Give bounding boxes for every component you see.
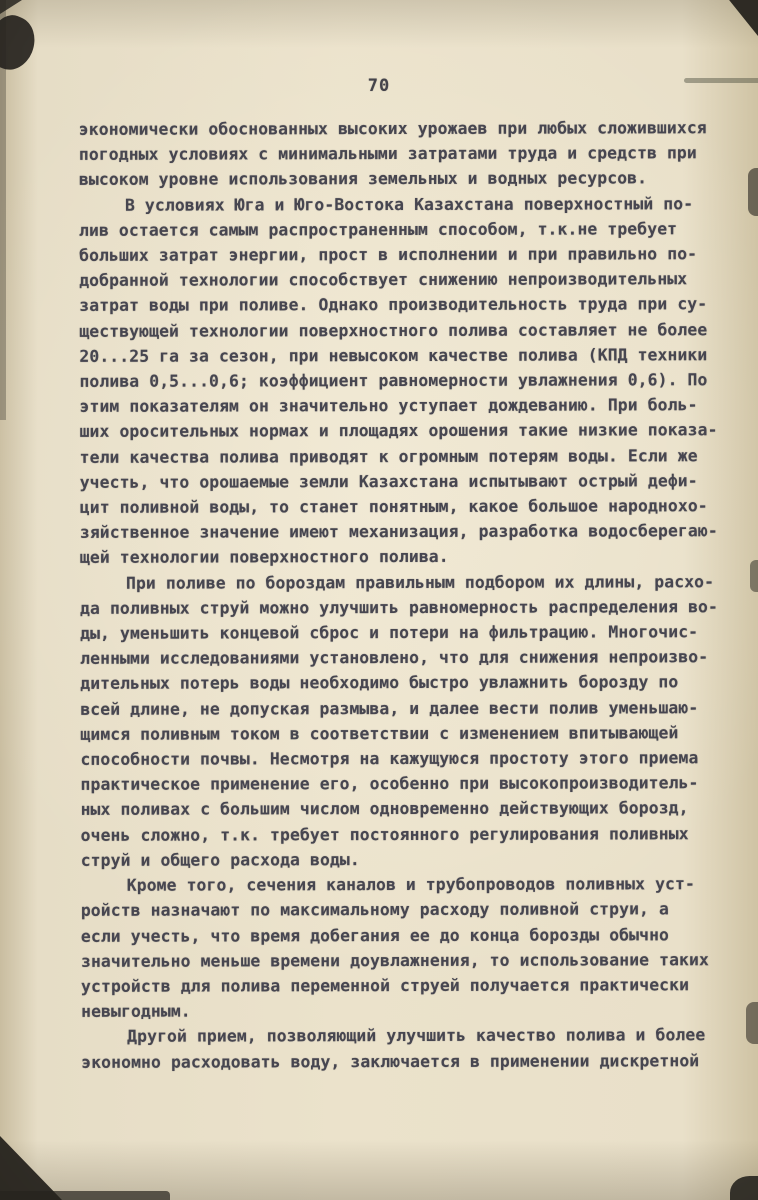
scan-mark-bottom-right-blob	[730, 1176, 758, 1200]
paragraph-furrow-irrigation: При поливе по бороздам правильным подбором их длины, расхо- да поливных струй можно улучшить равномерность распределения во- ды, уменьшить концевой сброс и потери на фильтрацию. Многочис- ленными исследованиями установлено, что для снижения непроизво- дительных потерь воды необходимо быстро увлажнить борозду по всей длине, не допуская размыва, и далее вести полив уменьшаю- щимся поливным током в соответствии с изменением впитывающей способности почвы. Несмотря на кажущуюся простоту этого приема практическое применение его, особенно при высокопроизводитель- ных поливах с большим числом одновременно действующих борозд, очень сложно, т.к. требует постоянного регулирования поливных струй и общего расхода воды.	[80, 571, 719, 870]
scan-smudge-right-upper	[748, 168, 758, 216]
scan-mark-top-right-corner	[724, 0, 758, 36]
page-text-body	[79, 115, 732, 1074]
scan-smudge-right-middle	[750, 560, 758, 592]
paragraph-continuation: экономически обоснованных высоких урожаев при любых сложившихся погодных условиях с минимальными затратами труда и средств при высоком уровне использования земельных и водных ресурсов.	[78, 118, 707, 190]
scan-mark-bottom-strip	[0, 1191, 170, 1200]
scan-mark-top-left-blob	[0, 10, 43, 77]
page-number: 70	[367, 76, 391, 96]
paragraph-surface-irrigation: В условиях Юга и Юго-Востока Казахстана поверхностный по- лив остается самым распространенным способом, т.к.не требует больших затрат энергии, прост в исполнении и при правильно по- добранной технологии способствует снижению непроизводительных затрат воды при поливе. Однако производительность труда при су- ществующей технологии поверхностного полива составляет не более 20...25 га за сезон, при невысоком качестве полива (КПД техники полива 0,5...0,6; коэффициент равномерности увлажнения 0,6). По этим показателям он значительно уступает дождеванию. При боль- ших оросительных нормах и площадях орошения такие низкие показа- тели качества полива приводят к огромным потерям воды. Если же учесть, что орошаемые земли Казахстана испытывают острый дефи- цит поливной воды, то станет понятным, какое большое народнохо- зяйственное значение имеют механизация, разработка водосберегаю- щей технологии поверхностного полива.	[79, 193, 718, 568]
paragraph-channel-sections: Кроме того, сечения каналов и трубопроводов поливных уст- ройств назначают по максимальному расходу поливной струи, а если учесть, что время добегания ее до конца борозды обычно значительно меньше времени доувлажнения, то использование таких устройств для полива переменной струей получается практически невыгодным.	[80, 874, 709, 1021]
scan-mark-top-left-corner	[0, 0, 22, 14]
paragraph-discrete-method-intro: Другой прием, позволяющий улучшить качество полива и более экономно расходовать воду, заключается в применении дискретной	[81, 1025, 706, 1072]
scan-smudge-right-lower	[746, 1002, 758, 1044]
